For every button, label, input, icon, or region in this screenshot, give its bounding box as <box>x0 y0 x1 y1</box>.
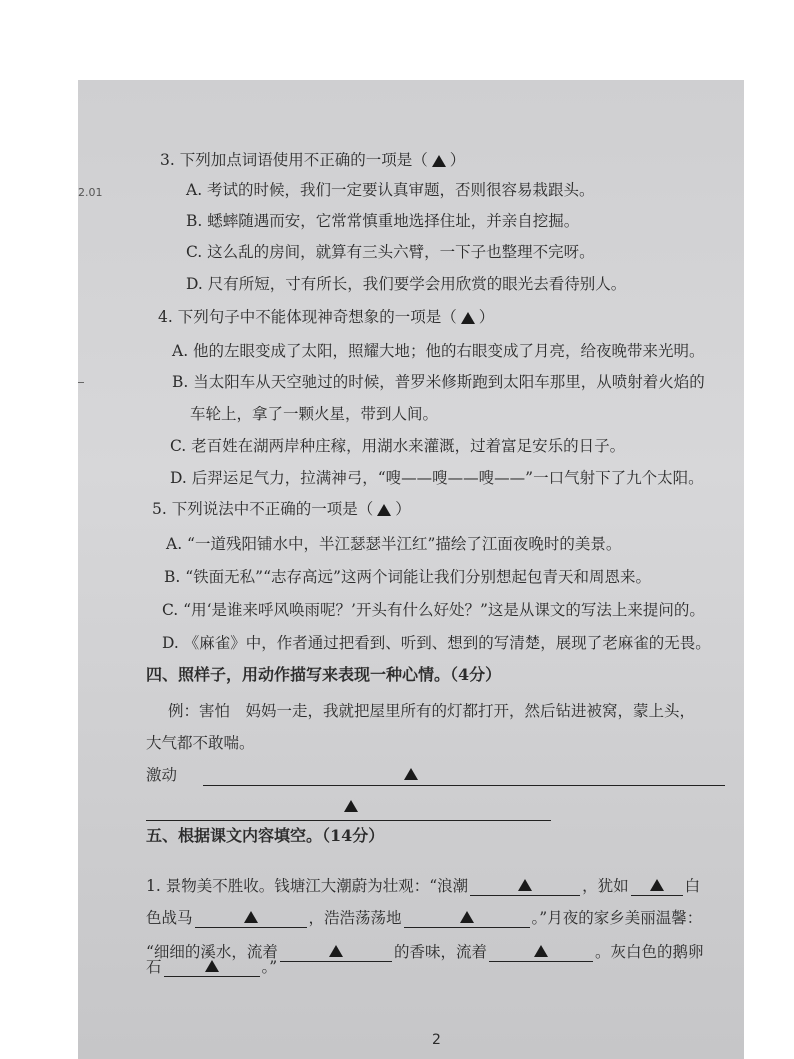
section-4-example-line1: 例：害怕 妈妈一走，我就把屋里所有的灯都打开，然后钻进被窝，蒙上头， <box>168 702 696 720</box>
answer-triangle-icon <box>534 945 548 957</box>
answer-triangle-icon <box>244 911 258 923</box>
fill-blank[interactable] <box>470 879 580 896</box>
fill-blank[interactable] <box>164 960 260 977</box>
margin-mark: 2.01 <box>78 186 103 199</box>
q3-stem: 3. 下列加点词语使用不正确的一项是（ ） <box>160 151 466 169</box>
fill-blank[interactable] <box>195 911 307 928</box>
fill-blank[interactable] <box>631 879 683 896</box>
fill-blank[interactable] <box>489 945 593 962</box>
section-5-line4: 石 。” <box>146 958 278 976</box>
answer-triangle-icon <box>404 768 418 780</box>
answer-triangle-icon <box>460 911 474 923</box>
q5-option-d: D. 《麻雀》中，作者通过把看到、听到、想到的写清楚，展现了老麻雀的无畏。 <box>162 634 711 652</box>
section-5-line1: 1. 景物美不胜收。钱塘江大潮蔚为壮观：“浪潮 ，犹如 白 <box>146 877 701 895</box>
margin-tick <box>78 382 84 383</box>
q4-option-a: A. 他的左眼变成了太阳，照耀大地；他的右眼变成了月亮，给夜晚带来光明。 <box>172 342 705 360</box>
q5-option-a: A. “一道残阳铺水中，半江瑟瑟半江红”描绘了江面夜晚时的美景。 <box>166 535 622 553</box>
fill-blank[interactable] <box>404 911 530 928</box>
answer-triangle-icon <box>377 504 391 516</box>
q3-option-d: D. 尺有所短，寸有所长，我们要学会用欣赏的眼光去看待别人。 <box>186 275 627 293</box>
page-number: 2 <box>432 1032 441 1048</box>
section-4-word: 激动 <box>146 766 178 784</box>
q3-option-c: C. 这么乱的房间，就算有三头六臂，一下子也整理不完呀。 <box>186 243 595 261</box>
answer-triangle-icon <box>329 945 343 957</box>
q4-option-d: D. 后羿运足气力，拉满神弓，“嗖——嗖——嗖——”一口气射下了九个太阳。 <box>170 469 704 487</box>
q3-option-b: B. 蟋蟀随遇而安，它常常慎重地选择住址，并亲自挖掘。 <box>186 212 580 230</box>
q5-option-b: B. “铁面无私”“志存高远”这两个词能让我们分别想起包青天和周恩来。 <box>164 568 651 586</box>
answer-triangle-icon <box>518 879 532 891</box>
section-5-title: 五、根据课文内容填空。（14分） <box>146 826 385 845</box>
answer-line-2[interactable] <box>146 820 551 821</box>
q4-stem: 4. 下列句子中不能体现神奇想象的一项是（ ） <box>158 308 495 326</box>
q4-option-b-line1: B. 当太阳车从天空驰过的时候，普罗米修斯跑到太阳车那里，从喷射着火焰的 <box>172 373 705 391</box>
q4-option-b-line2: 车轮上，拿了一颗火星，带到人间。 <box>190 405 439 423</box>
section-5-line2: 色战马 ，浩浩荡荡地 。”月夜的家乡美丽温馨： <box>146 909 703 927</box>
q4-option-c: C. 老百姓在湖两岸种庄稼，用湖水来灌溉，过着富足安乐的日子。 <box>170 437 626 455</box>
q5-stem: 5. 下列说法中不正确的一项是（ ） <box>152 500 411 518</box>
answer-triangle-icon <box>205 960 219 972</box>
answer-line-1[interactable] <box>203 785 725 786</box>
answer-triangle-icon <box>344 800 358 812</box>
fill-blank[interactable] <box>280 945 392 962</box>
answer-triangle-icon <box>432 155 446 167</box>
q5-option-c: C. “用‘是谁来呼风唤雨呢？’开头有什么好处？”这是从课文的写法上来提问的。 <box>162 601 705 619</box>
section-4-title: 四、照样子，用动作描写来表现一种心情。（4分） <box>146 665 502 684</box>
q3-option-a: A. 考试的时候，我们一定要认真审题，否则很容易栽跟头。 <box>186 181 595 199</box>
answer-triangle-icon <box>650 879 664 891</box>
section-4-example-line2: 大气都不敢喘。 <box>146 734 255 752</box>
answer-triangle-icon <box>461 312 475 324</box>
section-5-line3: “细细的溪水，流着 的香味，流着 。灰白色的鹅卵 <box>146 943 704 961</box>
